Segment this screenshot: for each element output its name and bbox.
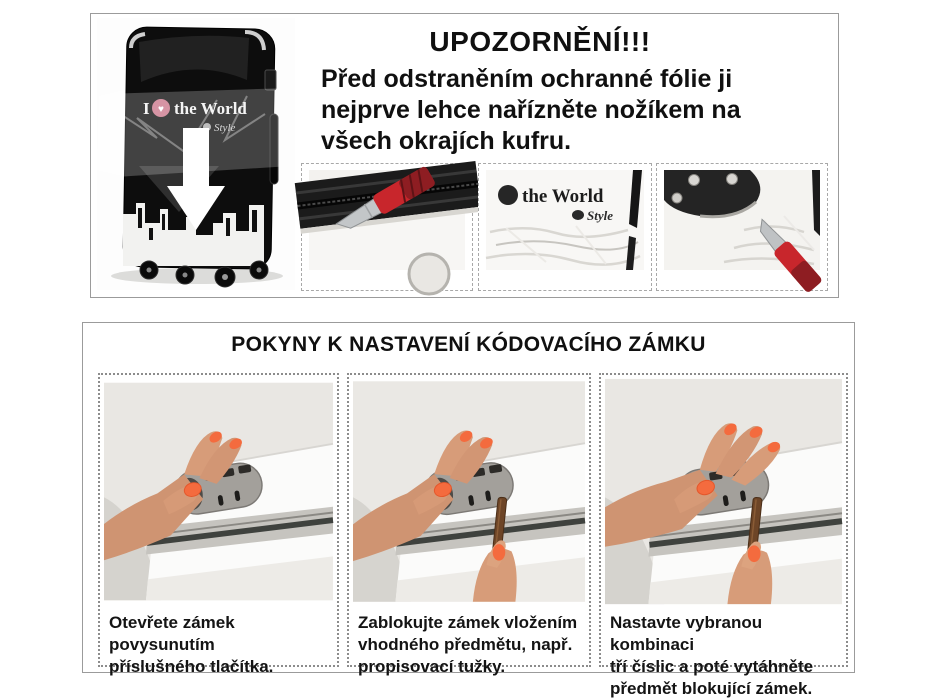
nail bbox=[748, 545, 761, 562]
rivet-icon bbox=[672, 193, 682, 203]
photo-logo-foil bbox=[478, 163, 652, 291]
step-3-photo bbox=[605, 378, 842, 605]
step-2-panel bbox=[347, 373, 591, 676]
knife-zipper-illustration bbox=[309, 170, 465, 270]
warning-text-block bbox=[321, 24, 759, 157]
style-badge-icon bbox=[572, 210, 584, 220]
suitcase-illustration bbox=[97, 18, 295, 290]
svg-text:the World: the World bbox=[174, 99, 247, 118]
step-3-caption: Nastavte vybranou kombinaci tří číslic a poté vytáhněte předmět blokující zámek. bbox=[610, 613, 814, 698]
suitcase-photo bbox=[97, 18, 295, 290]
rivet-icon bbox=[689, 175, 700, 186]
warning-line: všech okrajích kufru. bbox=[321, 127, 572, 155]
warning-section bbox=[90, 13, 839, 298]
nail bbox=[493, 544, 506, 560]
step-1-photo bbox=[104, 378, 333, 605]
warning-line: nejprve lehce nařízněte nožíkem na bbox=[321, 96, 741, 124]
step-2-caption: Zablokujte zámek vložením vhodného předmětu, např. propisovací tužky. bbox=[358, 613, 578, 676]
code-lock-icon bbox=[265, 70, 276, 90]
heart-icon: ♥ bbox=[158, 104, 164, 115]
svg-text:I: I bbox=[143, 99, 150, 118]
photo-knife-at-corner bbox=[656, 163, 828, 291]
warning-title: UPOZORNĚNÍ!!! bbox=[429, 26, 651, 57]
knife-corner-illustration bbox=[664, 170, 820, 270]
step-2-photo bbox=[353, 378, 585, 605]
svg-text:Style: Style bbox=[214, 122, 236, 134]
svg-text:the World: the World bbox=[522, 186, 604, 207]
wheel-housing bbox=[409, 254, 449, 294]
logo-foil-illustration bbox=[486, 170, 644, 270]
lock-guide-title: POKYNY K NASTAVENÍ KÓDOVACÍHO ZÁMKU bbox=[231, 333, 706, 356]
step-1-panel bbox=[98, 373, 339, 676]
warning-line: Před odstraněním ochranné fólie ji bbox=[321, 65, 733, 93]
lock-guide-section bbox=[82, 322, 855, 698]
photo-knife-on-zipper bbox=[301, 163, 473, 291]
rivet-icon bbox=[727, 174, 738, 185]
step-1-caption: Otevřete zámek povysunutím příslušného tlačítka. bbox=[109, 613, 274, 676]
svg-text:Style: Style bbox=[587, 208, 613, 223]
step-3-panel bbox=[599, 373, 848, 698]
logo-badge-icon bbox=[498, 185, 518, 205]
